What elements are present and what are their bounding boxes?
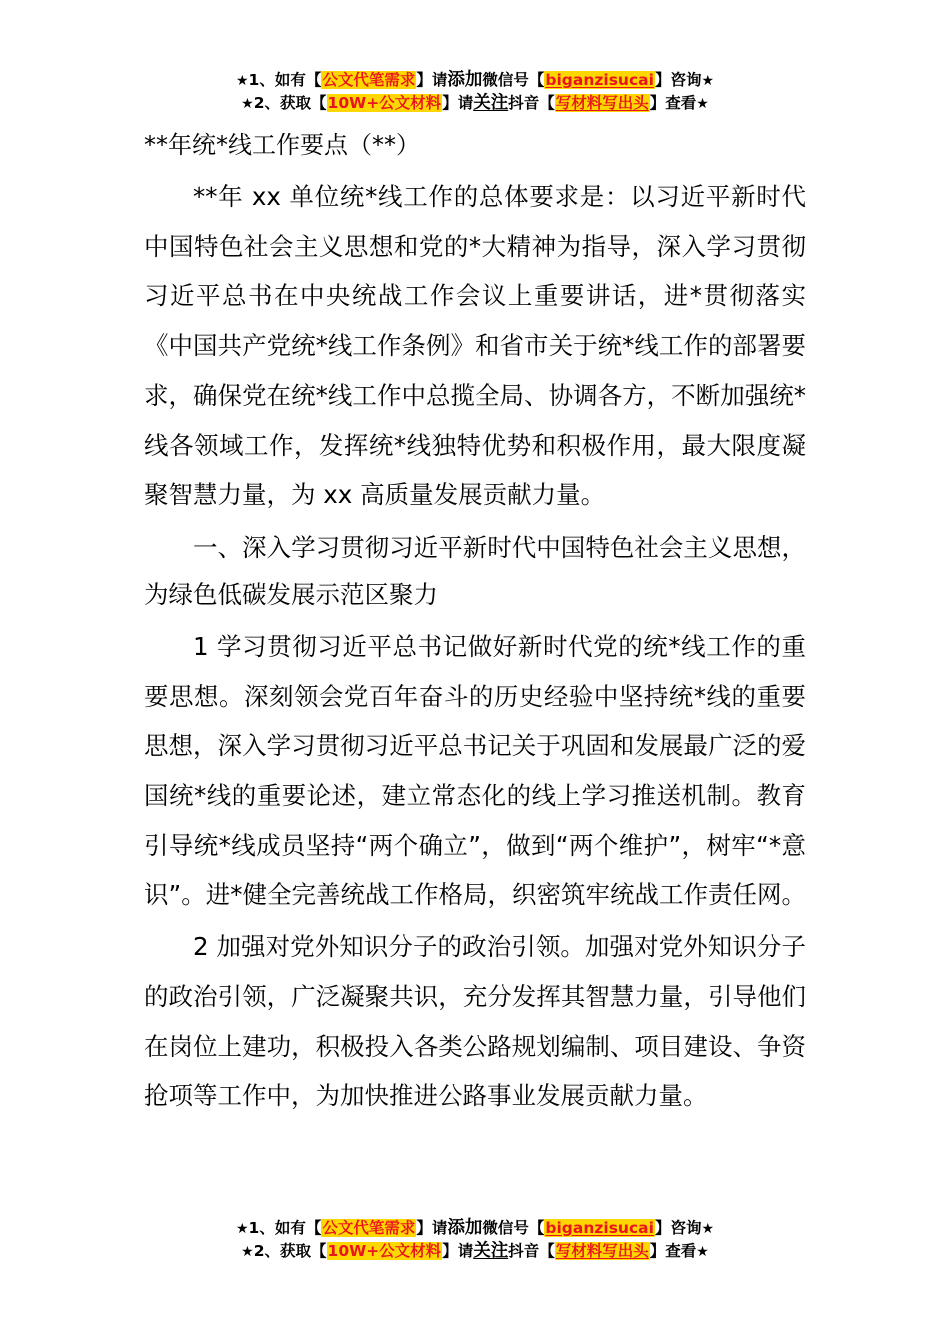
document-title: **年统*线工作要点（**） [144, 131, 420, 159]
promo-highlight: 10W+公文材料 [327, 1242, 442, 1260]
promo-line-2 [0, 1240, 950, 1263]
promo-text: 微信号【 [482, 1219, 545, 1237]
promo-text: 】请 [416, 1219, 448, 1237]
promo-text: 】查看 [649, 1242, 697, 1260]
wechat-id-highlight: biganzisucai [545, 71, 654, 89]
star-icon: ★ [241, 1244, 254, 1260]
promo-highlight: 公文代笔需求 [322, 71, 416, 89]
intro-paragraph: **年 xx 单位统*线工作的总体要求是：以习近平新时代中国特色社会主义思想和党的*大精神为指导，深入学习贯彻习近平总书在中央统战工作会议上重要讲话，进*贯彻落实《中国共产党统*线工作条例》和省市关于统*线工作的部署要求，确保党在统*线工作中总揽全局、协调各方，不断加强统*线各领域工作，发挥统*线独特优势和积极作用，最大限度凝聚智慧力量，为 xx 高质量发展贡献力量。 [144, 182, 806, 510]
body-paragraph-2: 2 加强对党外知识分子的政治引领。加强对党外知识分子的政治引领，广泛凝聚共识，充分发挥其智慧力量，引导他们在岗位上建功，积极投入各类公路规划编制、项目建设、争资抢项等工作中，为加快推进公路事业发展贡献力量。 [144, 932, 806, 1111]
promo-text: 1、如有【 [248, 1219, 322, 1237]
document-body [144, 122, 806, 1121]
star-icon: ★ [696, 1244, 709, 1260]
promo-text: 】请 [416, 71, 448, 89]
body-paragraph-1: 1 学习贯彻习近平总书记做好新时代党的统*线工作的重要思想。深刻领会党百年奋斗的历史经验中坚持统*线的重要思想，深入学习贯彻习近平总书记关于巩固和发展最广泛的爱国统*线的重要论述，建立常态化的线上学习推送机制。教育引导统*线成员坚持“两个确立”，做到“两个维护”，树牢“*意识”。进*健全完善统战工作格局，织密筑牢统战工作责任网。 [144, 631, 806, 910]
promo-highlight: 10W+公文材料 [327, 94, 442, 112]
star-icon: ★ [235, 73, 249, 89]
promo-banner-top [0, 69, 950, 115]
promo-text: 】咨询 [654, 1219, 702, 1237]
promo-text: 抖音【 [508, 1242, 555, 1260]
promo-text: 】咨询 [654, 71, 702, 89]
promo-text: 】请 [442, 94, 474, 112]
promo-line-1 [0, 69, 950, 92]
promo-banner-bottom [0, 1217, 950, 1263]
wechat-id-highlight: biganzisucai [545, 1219, 654, 1237]
promo-text: 】查看 [649, 94, 697, 112]
promo-emphasis: 添加 [447, 1218, 483, 1238]
promo-line-1 [0, 1217, 950, 1240]
star-icon: ★ [701, 73, 715, 89]
promo-text: 抖音【 [508, 94, 555, 112]
star-icon: ★ [701, 1221, 715, 1237]
star-icon: ★ [235, 1221, 249, 1237]
douyin-name-highlight: 写材料写出头 [555, 1242, 649, 1260]
promo-emphasis: 关注 [473, 93, 509, 113]
promo-text: 1、如有【 [248, 71, 322, 89]
promo-emphasis: 关注 [473, 1241, 509, 1261]
promo-line-2 [0, 92, 950, 115]
section-heading-1: 一、深入学习贯彻习近平新时代中国特色社会主义思想，为绿色低碳发展示范区聚力 [144, 532, 806, 609]
star-icon: ★ [696, 96, 709, 112]
promo-text: 】请 [442, 1242, 474, 1260]
promo-highlight: 公文代笔需求 [322, 1219, 416, 1237]
douyin-name-highlight: 写材料写出头 [555, 94, 649, 112]
promo-text: 微信号【 [482, 71, 545, 89]
star-icon: ★ [241, 96, 254, 112]
promo-text: 2、获取【 [253, 1242, 327, 1260]
promo-emphasis: 添加 [447, 70, 483, 90]
promo-text: 2、获取【 [253, 94, 327, 112]
